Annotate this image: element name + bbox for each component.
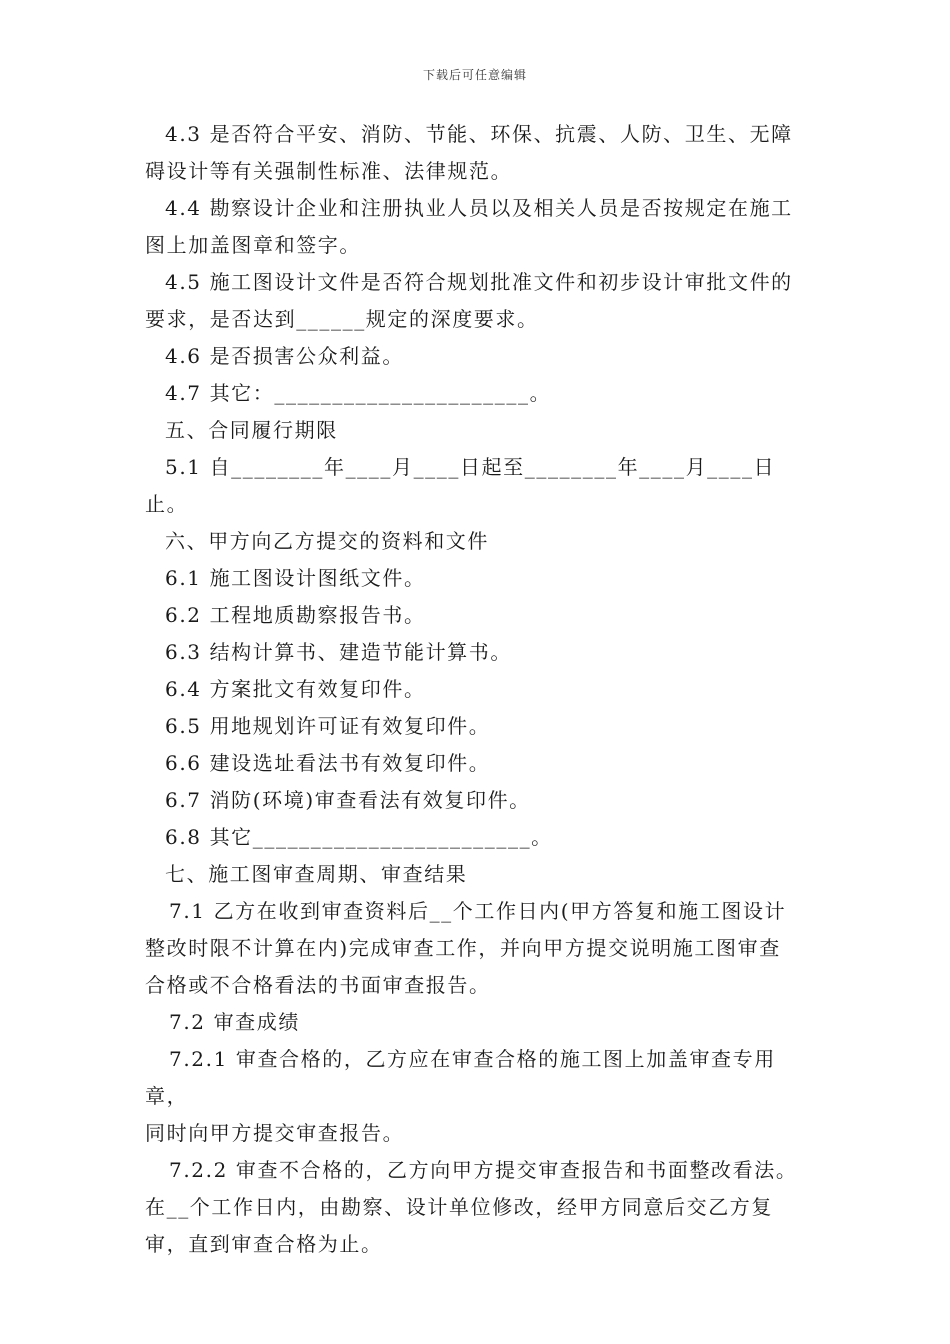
clause-6-6: 6.6 建设选址看法书有效复印件。: [165, 751, 491, 775]
clause-4-6: 4.6 是否损害公众利益。: [165, 344, 404, 368]
clause-7-2-2-line-2: 在__个工作日内，由勘察、设计单位修改，经甲方同意后交乙方复: [145, 1195, 773, 1219]
clause-4-4-line-1: 4.4 勘察设计企业和注册执业人员以及相关人员是否按规定在施工: [165, 196, 793, 220]
clause-7-2-1-line-1: 7.2.1 审查合格的，乙方应在审查合格的施工图上加盖审查专用章，: [145, 1047, 776, 1108]
clause-4-5-line-2: 要求，是否达到______规定的深度要求。: [145, 307, 539, 331]
clause-4-4-line-2: 图上加盖图章和签字。: [145, 233, 361, 257]
clause-6-8: 6.8 其它________________________。: [165, 825, 553, 849]
clause-6-5: 6.5 用地规划许可证有效复印件。: [165, 714, 491, 738]
clause-7-1-line-2: 整改时限不计算在内)完成审查工作，并向甲方提交说明施工图审查: [145, 936, 781, 960]
clause-7-2-1-line-2: 同时向甲方提交审查报告。: [145, 1121, 405, 1145]
clause-4-3-line-1: 4.3 是否符合平安、消防、节能、环保、抗震、人防、卫生、无障: [165, 122, 793, 146]
clause-7-2: 7.2 审查成绩: [169, 1010, 300, 1034]
clause-4-7: 4.7 其它：______________________。: [165, 381, 552, 405]
clause-6-1: 6.1 施工图设计图纸文件。: [165, 566, 426, 590]
clause-4-5-line-1: 4.5 施工图设计文件是否符合规划批准文件和初步设计审批文件的: [165, 270, 793, 294]
section-6-heading: 六、甲方向乙方提交的资料和文件: [165, 529, 489, 553]
clause-6-4: 6.4 方案批文有效复印件。: [165, 677, 426, 701]
clause-6-3: 6.3 结构计算书、建造节能计算书。: [165, 640, 512, 664]
clause-6-7: 6.7 消防(环境)审查看法有效复印件。: [165, 788, 531, 812]
section-7-heading: 七、施工图审查周期、审查结果: [165, 862, 468, 886]
clause-5-1: 5.1 自________年____月____日起至________年____月____日止。: [145, 455, 776, 516]
clause-6-2: 6.2 工程地质勘察报告书。: [165, 603, 426, 627]
clause-7-2-2-line-1: 7.2.2 审查不合格的，乙方向甲方提交审查报告和书面整改看法。: [169, 1158, 798, 1182]
clause-7-1-line-3: 合格或不合格看法的书面审查报告。: [145, 973, 491, 997]
clause-4-3-line-2: 碍设计等有关强制性标准、法律规范。: [145, 159, 513, 183]
clause-7-1-line-1: 7.1 乙方在收到审查资料后__个工作日内(甲方答复和施工图设计: [169, 899, 787, 923]
document-body: [145, 116, 815, 1263]
section-5-heading: 五、合同履行期限: [165, 418, 338, 442]
clause-7-2-2-line-3: 审，直到审查合格为止。: [145, 1232, 383, 1256]
page-header: 下载后可任意编辑: [422, 68, 527, 82]
